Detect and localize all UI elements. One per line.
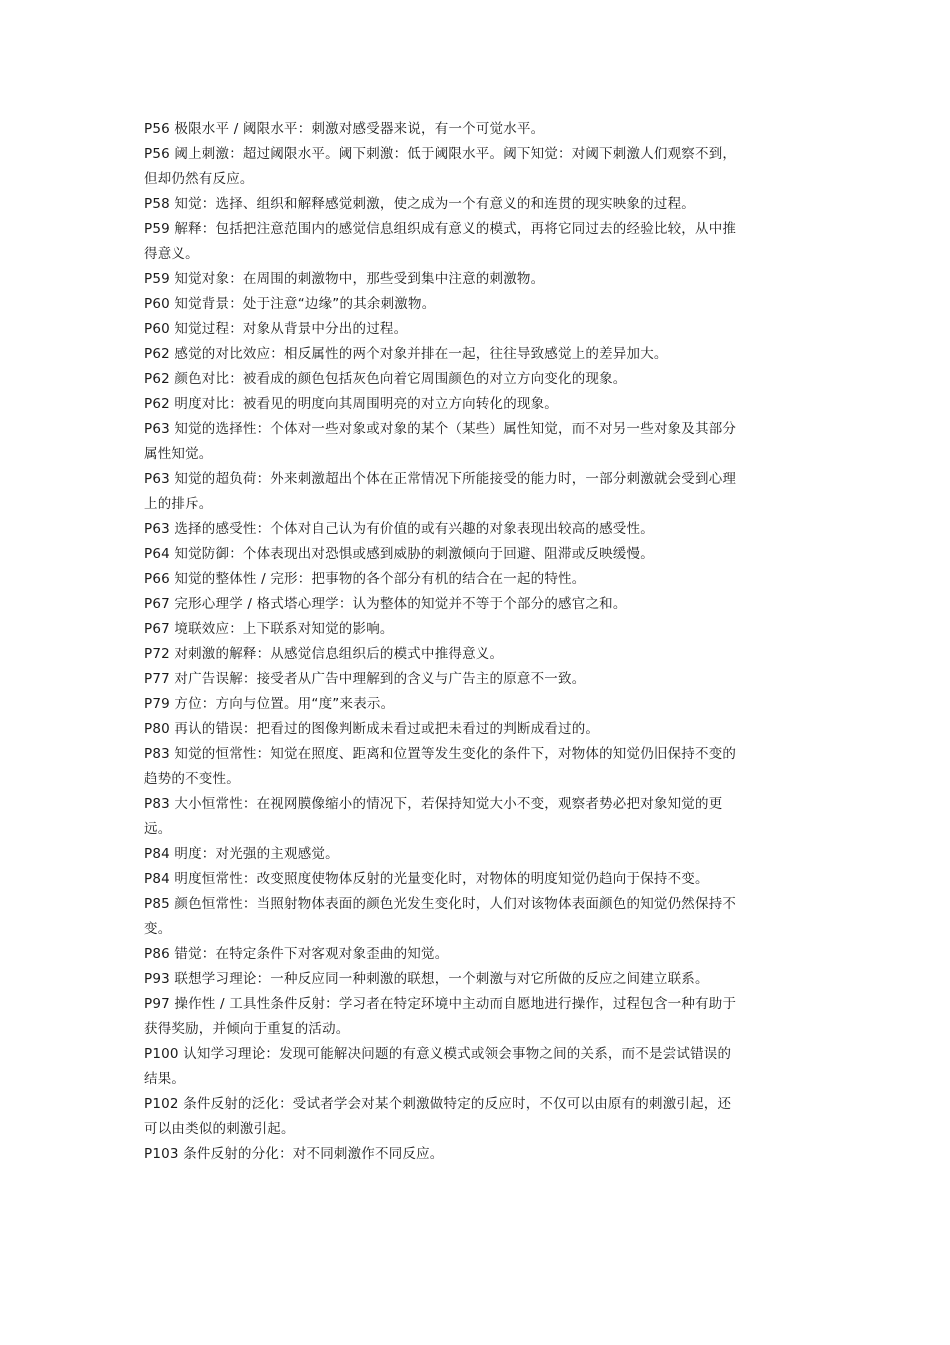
glossary-entry: P85 颜色恒常性：当照射物体表面的颜色光发生变化时，人们对该物体表面颜色的知觉仍然保持不变。	[144, 896, 737, 937]
glossary-entry: P79 方位：方向与位置。用“度”来表示。	[144, 696, 395, 712]
glossary-entry: P77 对广告误解：接受者从广告中理解到的含义与广告主的原意不一致。	[144, 671, 586, 687]
document-body	[144, 117, 744, 1167]
glossary-entry: P56 阈上刺激：超过阈限水平。阈下刺激：低于阈限水平。阈下知觉：对阈下刺激人们观察不到，但却仍然有反应。	[144, 146, 737, 187]
glossary-entry: P60 知觉过程：对象从背景中分出的过程。	[144, 321, 408, 337]
glossary-entry: P56 极限水平 / 阈限水平：刺激对感受器来说，有一个可觉水平。	[144, 121, 545, 137]
glossary-entry: P63 知觉的超负荷：外来刺激超出个体在正常情况下所能接受的能力时，一部分刺激就会受到心理上的排斥。	[144, 471, 737, 512]
glossary-entry: P59 知觉对象：在周围的刺激物中，那些受到集中注意的刺激物。	[144, 271, 545, 287]
glossary-entry: P66 知觉的整体性 / 完形：把事物的各个部分有机的结合在一起的特性。	[144, 571, 586, 587]
glossary-entry: P62 明度对比：被看见的明度向其周围明亮的对立方向转化的现象。	[144, 396, 559, 412]
glossary-entry: P67 完形心理学 / 格式塔心理学：认为整体的知觉并不等于个部分的感官之和。	[144, 596, 627, 612]
glossary-entry: P83 知觉的恒常性：知觉在照度、距离和位置等发生变化的条件下，对物体的知觉仍旧保持不变的趋势的不变性。	[144, 746, 737, 787]
glossary-entry: P80 再认的错误：把看过的图像判断成未看过或把未看过的判断成看过的。	[144, 721, 600, 737]
glossary-entry: P83 大小恒常性：在视网膜像缩小的情况下，若保持知觉大小不变，观察者势必把对象知觉的更远。	[144, 796, 723, 837]
glossary-entry: P103 条件反射的分化：对不同刺激作不同反应。	[144, 1146, 444, 1162]
glossary-entry: P63 知觉的选择性：个体对一些对象或对象的某个（某些）属性知觉，而不对另一些对象及其部分属性知觉。	[144, 421, 737, 462]
glossary-entry: P63 选择的感受性：个体对自己认为有价值的或有兴趣的对象表现出较高的感受性。	[144, 521, 654, 537]
glossary-entry: P84 明度：对光强的主观感觉。	[144, 846, 339, 862]
glossary-entry: P102 条件反射的泛化：受试者学会对某个刺激做特定的反应时，不仅可以由原有的刺激引起，还可以由类似的刺激引起。	[144, 1096, 732, 1137]
glossary-entry: P59 解释：包括把注意范围内的感觉信息组织成有意义的模式，再将它同过去的经验比较，从中推得意义。	[144, 221, 737, 262]
glossary-entry: P93 联想学习理论：一种反应同一种刺激的联想，一个刺激与对它所做的反应之间建立联系。	[144, 971, 709, 987]
glossary-entry: P100 认知学习理论：发现可能解决问题的有意义模式或领会事物之间的关系，而不是尝试错误的结果。	[144, 1046, 732, 1087]
glossary-entry: P97 操作性 / 工具性条件反射：学习者在特定环境中主动而自愿地进行操作，过程包含一种有助于获得奖励，并倾向于重复的活动。	[144, 996, 737, 1037]
glossary-entry: P64 知觉防御：个体表现出对恐惧或感到威胁的刺激倾向于回避、阻滞或反映缓慢。	[144, 546, 654, 562]
glossary-entry: P67 境联效应：上下联系对知觉的影响。	[144, 621, 394, 637]
glossary-entry: P86 错觉：在特定条件下对客观对象歪曲的知觉。	[144, 946, 449, 962]
glossary-entry: P84 明度恒常性：改变照度使物体反射的光量变化时，对物体的明度知觉仍趋向于保持不变。	[144, 871, 709, 887]
glossary-entry: P62 颜色对比：被看成的颜色包括灰色向着它周围颜色的对立方向变化的现象。	[144, 371, 627, 387]
glossary-entry: P60 知觉背景：处于注意“边缘”的其余刺激物。	[144, 296, 436, 312]
glossary-entry: P72 对刺激的解释：从感觉信息组织后的模式中推得意义。	[144, 646, 504, 662]
glossary-entry: P62 感觉的对比效应：相反属性的两个对象并排在一起，往往导致感觉上的差异加大。	[144, 346, 668, 362]
glossary-entry: P58 知觉：选择、组织和解释感觉刺激，使之成为一个有意义的和连贯的现实映象的过程。	[144, 196, 696, 212]
